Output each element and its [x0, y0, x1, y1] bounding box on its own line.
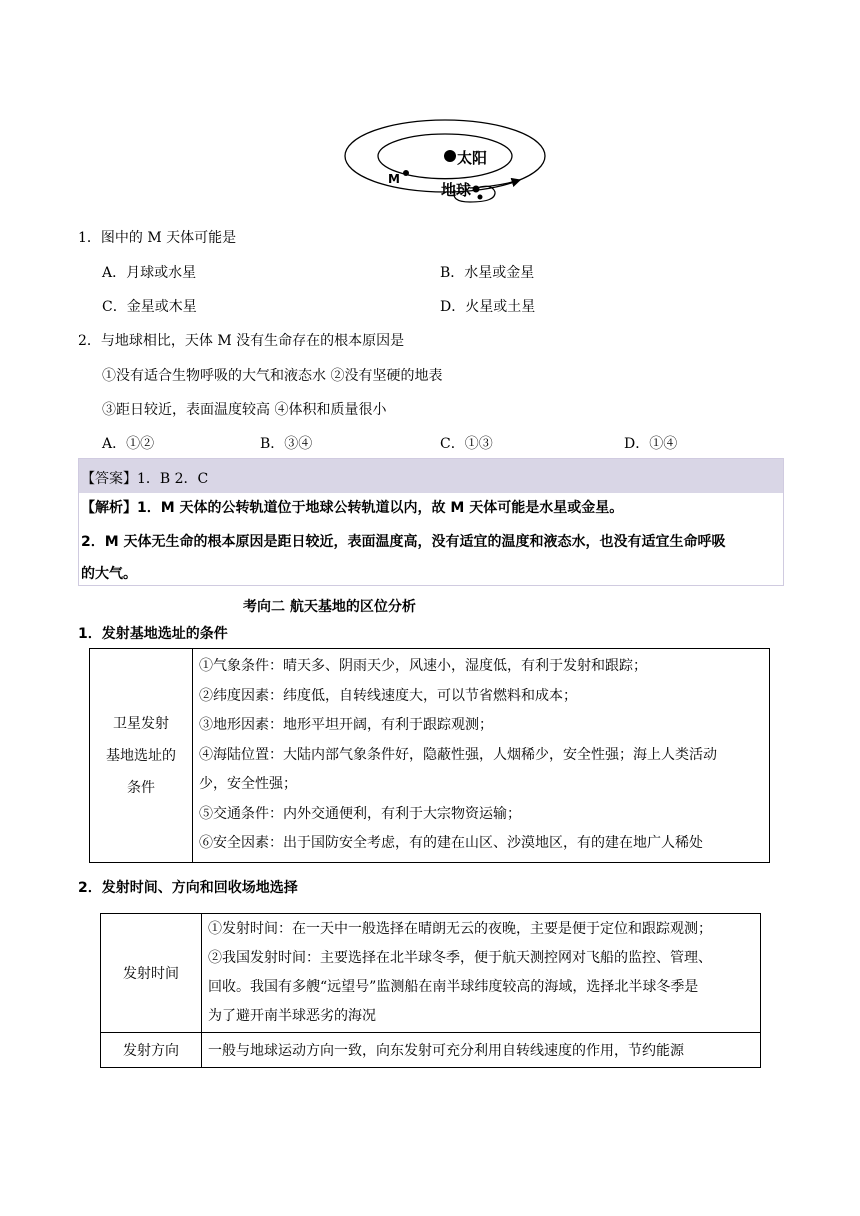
- analysis-line-1: 【解析】1．M 天体的公转轨道位于地球公转轨道以内，故 M 天体可能是水星或金星。: [81, 500, 624, 516]
- launch-time-line: 回收。我国有多艘“远望号”监测船在南半球纬度较高的海域，选择北半球冬季是: [208, 979, 699, 995]
- m-dot: [403, 170, 409, 176]
- q2-option-a: A．①②: [102, 436, 155, 452]
- launch-time-content-cell: [202, 914, 761, 1033]
- label-line: 条件: [127, 779, 155, 796]
- sun-label: 太阳: [457, 149, 488, 167]
- launch-time-line: 为了避开南半球恶劣的海况: [208, 1008, 376, 1024]
- m-label: M: [388, 172, 400, 186]
- answer-line: 【答案】1．B 2．C: [81, 471, 209, 487]
- launch-site-label-cell: [90, 649, 193, 863]
- q2-option-d: D．①④: [624, 436, 678, 452]
- launch-time-line: ①发射时间：在一天中一般选择在晴朗无云的夜晚，主要是便于定位和跟踪观测；: [208, 921, 712, 937]
- launch-time-label: 发射时间: [101, 914, 202, 1033]
- q2-option-c: C．①③: [440, 436, 493, 452]
- analysis-line-3: 的大气。: [81, 566, 137, 582]
- answer-box: [78, 458, 784, 586]
- q1-option-a: A．月球或水星: [102, 265, 197, 281]
- launch-site-table: [89, 648, 770, 863]
- launch-direction-label: 发射方向: [101, 1033, 202, 1068]
- sun-dot: [444, 150, 456, 162]
- heading-launch-site: 1．发射基地选址的条件: [78, 626, 228, 642]
- label-line: 卫星发射: [113, 715, 169, 732]
- earth-label: 地球: [441, 181, 472, 199]
- q2-option-b: B．③④: [260, 436, 313, 452]
- q1-option-b: B．水星或金星: [440, 265, 535, 281]
- condition-line: ⑤交通条件：内外交通便利，有利于大宗物资运输；: [199, 805, 521, 822]
- earth-dot: [473, 186, 480, 193]
- q1-option-d: D．火星或土星: [440, 299, 536, 315]
- launch-time-table: [100, 913, 761, 1068]
- heading-launch-time: 2．发射时间、方向和回收场地选择: [78, 880, 298, 896]
- launch-direction-content: 一般与地球运动方向一致，向东发射可充分利用自转线速度的作用，节约能源: [202, 1033, 761, 1068]
- q1-stem: 1．图中的 M 天体可能是: [78, 230, 237, 246]
- condition-line: ⑥安全因素：出于国防安全考虑，有的建在山区、沙漠地区，有的建在地广人稀处: [199, 835, 703, 852]
- condition-line: ②纬度因素：纬度低，自转线速度大，可以节省燃料和成本；: [199, 687, 577, 704]
- analysis-line-2: 2．M 天体无生命的根本原因是距日较近，表面温度高，没有适宜的温度和液态水，也没有适宜生命呼吸: [81, 534, 726, 550]
- q2-choice-line2: ③距日较近，表面温度较高 ④体积和质量很小: [102, 402, 387, 418]
- launch-time-line: ②我国发射时间：主要选择在北半球冬季，便于航天测控网对飞船的监控、管理、: [208, 950, 712, 966]
- launch-site-content-cell: [193, 649, 770, 863]
- q1-option-c: C．金星或木星: [102, 299, 197, 315]
- label-line: 基地选址的: [106, 747, 176, 764]
- moon-dot: [478, 195, 483, 200]
- condition-line: 少，安全性强；: [199, 776, 297, 793]
- section-title: 考向二 航天基地的区位分析: [243, 599, 416, 615]
- q2-stem: 2．与地球相比，天体 M 没有生命存在的根本原因是: [78, 333, 405, 349]
- condition-line: ①气象条件：晴天多、阴雨天少，风速小，湿度低，有利于发射和跟踪；: [199, 658, 647, 675]
- q2-choice-line1: ①没有适合生物呼吸的大气和液态水 ②没有坚硬的地表: [102, 368, 443, 384]
- condition-line: ④海陆位置：大陆内部气象条件好，隐蔽性强，人烟稀少，安全性强；海上人类活动: [199, 746, 717, 763]
- condition-line: ③地形因素：地形平坦开阔，有利于跟踪观测；: [199, 717, 493, 734]
